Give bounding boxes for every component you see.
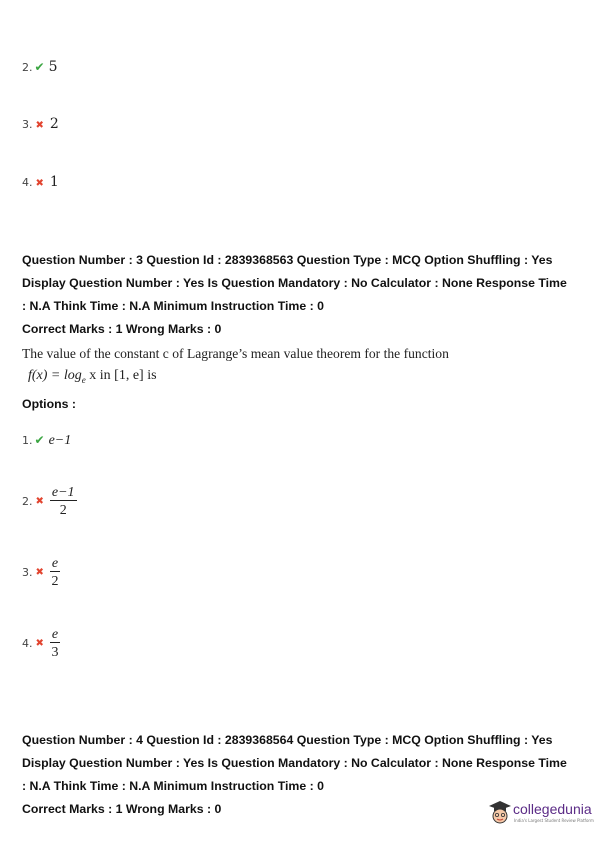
- option-number: 1.: [22, 434, 33, 447]
- options-label: Options :: [22, 397, 76, 411]
- logo-text: collegedunia: [513, 801, 592, 817]
- fraction-numerator: e−1: [51, 485, 75, 500]
- question-3-text: The value of the constant c of Lagrange’s mean value theorem for the function: [22, 346, 449, 361]
- option-number: 2.: [22, 61, 33, 74]
- collegedunia-logo: [488, 800, 594, 828]
- wrong-cross-icon: ✖: [35, 567, 44, 578]
- option-value: e−1: [48, 433, 72, 448]
- fraction-denominator: 3: [51, 645, 59, 660]
- graduate-face-icon: [488, 800, 512, 826]
- fraction-numerator: e: [51, 556, 59, 571]
- question-4-marks: Correct Marks : 1 Wrong Marks : 0: [22, 802, 222, 816]
- option-number: 4.: [22, 637, 33, 650]
- option-value: 2: [49, 116, 59, 132]
- option-number: 3.: [22, 566, 33, 579]
- correct-check-icon: ✔: [34, 60, 45, 74]
- wrong-cross-icon: ✖: [35, 178, 44, 189]
- fraction-denominator: 2: [51, 574, 59, 589]
- option-number: 4.: [22, 176, 33, 189]
- q2-option-3: [22, 113, 59, 132]
- option-fraction: [50, 627, 60, 660]
- meta-line: Display Question Number : Yes Is Question Mandatory : No Calculator : None Response Time: [22, 756, 567, 770]
- option-number: 2.: [22, 495, 33, 508]
- meta-line: Question Number : 3 Question Id : 2839368563 Question Type : MCQ Option Shuffling : Yes: [22, 253, 553, 267]
- wrong-cross-icon: ✖: [35, 120, 44, 131]
- q3-option-2: [22, 485, 77, 518]
- q3-option-4: [22, 627, 60, 660]
- question-3-marks: Correct Marks : 1 Wrong Marks : 0: [22, 322, 222, 336]
- fraction-denominator: 2: [59, 503, 67, 518]
- wrong-cross-icon: ✖: [35, 638, 44, 649]
- correct-check-icon: ✔: [34, 433, 45, 447]
- q3-option-3: [22, 556, 60, 589]
- q2-option-2: [22, 56, 57, 75]
- logo-tagline: India's Largest Student Review Platform: [514, 818, 594, 823]
- meta-line: Display Question Number : Yes Is Question Mandatory : No Calculator : None Response Time: [22, 276, 567, 290]
- option-value: 1: [49, 174, 59, 190]
- question-3-formula: $f(x) = \log_e x$ in [1, e] is: [28, 368, 157, 385]
- meta-line: : N.A Think Time : N.A Minimum Instruction Time : 0: [22, 299, 324, 313]
- fraction-numerator: e: [51, 627, 59, 642]
- option-fraction: [50, 485, 77, 518]
- option-number: 3.: [22, 118, 33, 131]
- question-3-meta: [22, 249, 582, 341]
- wrong-cross-icon: ✖: [35, 496, 44, 507]
- option-value: 5: [48, 59, 58, 75]
- option-fraction: [50, 556, 60, 589]
- meta-line: Question Number : 4 Question Id : 2839368564 Question Type : MCQ Option Shuffling : Yes: [22, 733, 553, 747]
- q2-option-4: [22, 171, 59, 190]
- q3-option-1: [22, 429, 71, 449]
- meta-line: : N.A Think Time : N.A Minimum Instruction Time : 0: [22, 779, 324, 793]
